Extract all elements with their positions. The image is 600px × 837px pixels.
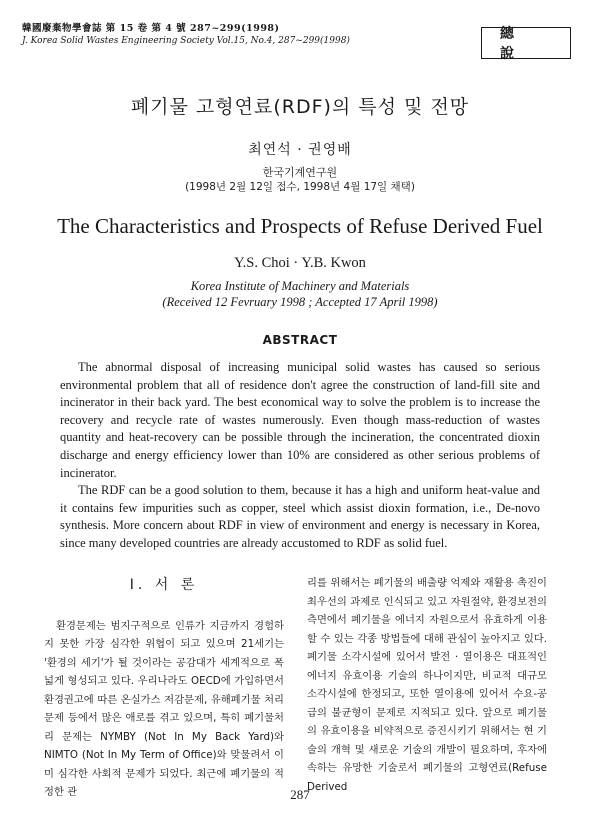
journal-header	[22, 22, 350, 47]
authors-korean: 최연석 · 권영배	[248, 142, 352, 158]
journal-name-english: J. Korea Solid Wastes Engineering Society Vol.15, No.4, 287~299(1998)	[22, 36, 350, 46]
abstract-heading: ABSTRACT	[262, 333, 338, 347]
journal-name-korean: 韓國廢棄物學會誌 第 15 卷 第 4 號 287~299(1998)	[22, 23, 280, 34]
body-paragraph: 환경문제는 범지구적으로 인류가 지금까지 경험하지 못한 가장 심각한 위협이 되고 있으며 21세기는 '환경의 세기'가 될 것이라는 공감대가 세계적으로 폭넓게 형성되고 있다. 우리나라도 OECD에 가입하면서 환경권고에 따른 온실가스 저감문제, 유해폐기물 처리문제 등에서 많은 애로를 겪고 있으며, 특히 폐기물처리 문제는 NYMBY (Not In My Back Yard)와 NIMTO (Not In My Term of Office)와 맞물려서 이미 심각한 사회적 문제가 되었다. 최근에 폐기물의 적정한 관	[44, 619, 284, 798]
article-category-badge: 總 說	[481, 27, 571, 59]
abstract-body	[60, 359, 540, 553]
affiliation-korean: 한국기계연구원	[262, 166, 338, 179]
abstract-paragraph: The RDF can be a good solution to them, because it has a high and uniform heat-value and it contains few impurities such as copper, steel which assist dioxin formation, i.e., De-novo synthesis. More concern about RDF in view of environment and energy is necessary in Korea, since many developed countries are already accustomed to RDF as solid fuel.	[60, 483, 540, 550]
body-paragraph: 리를 위해서는 폐기물의 배출량 억제와 재활용 촉진이 최우선의 과제로 인식되고 있고 자원절약, 환경보전의 측면에서 폐기물을 에너지 자원으로서 유효하게 이용할 수 있는 각종 방법들에 대해 관심이 높아지고 있다. 폐기물 소각시설에 있어서 발전 · 열이용은 대표적인 에너지 유효이용 기술의 하나이지만, 비교적 대규모 소각시설에 한정되고, 또한 열이용에 있어서 수요-공급의 불균형이 문제로 지적되고 있다. 앞으로 폐기물의 유효이용을 비약적으로 증진시키기 위해서는 현 기술의 개혁 및 새로운 기술의 개발이 필요하며, 후자에 속하는 유망한 기술로서 폐기물의 고형연료(Refuse Derived	[307, 577, 547, 793]
section-heading-introduction: Ⅰ. 서 론	[129, 577, 199, 593]
dates-korean: (1998년 2월 12일 접수, 1998년 4월 17일 채택)	[185, 181, 415, 193]
body-column-right	[307, 574, 547, 796]
body-column-left	[44, 576, 284, 802]
abstract-paragraph: The abnormal disposal of increasing municipal solid wastes has caused so serious environmental problem that all of residence don't agree the construction of land-fill site and incinerator in their back yard. The best economical way to solve the problem is to increase the recovery and recycle rate of wastes numerously. Even though mass-reduction of wastes quantity and heat-recovery can be possible through the incineration, the concentrated dioxin discharge and energy efficiency lower than 10% are considered as other serious problems of incinerator.	[60, 360, 540, 480]
page-number: 287	[290, 787, 310, 802]
title-korean: 폐기물 고형연료(RDF)의 특성 및 전망	[130, 96, 470, 118]
title-english: The Characteristics and Prospects of Refuse Derived Fuel	[57, 214, 543, 238]
authors-english: Y.S. Choi · Y.B. Kwon	[234, 255, 366, 271]
dates-english: (Received 12 Fevruary 1998 ; Accepted 17 April 1998)	[162, 295, 438, 309]
affiliation-english: Korea Institute of Machinery and Materials	[190, 279, 410, 293]
